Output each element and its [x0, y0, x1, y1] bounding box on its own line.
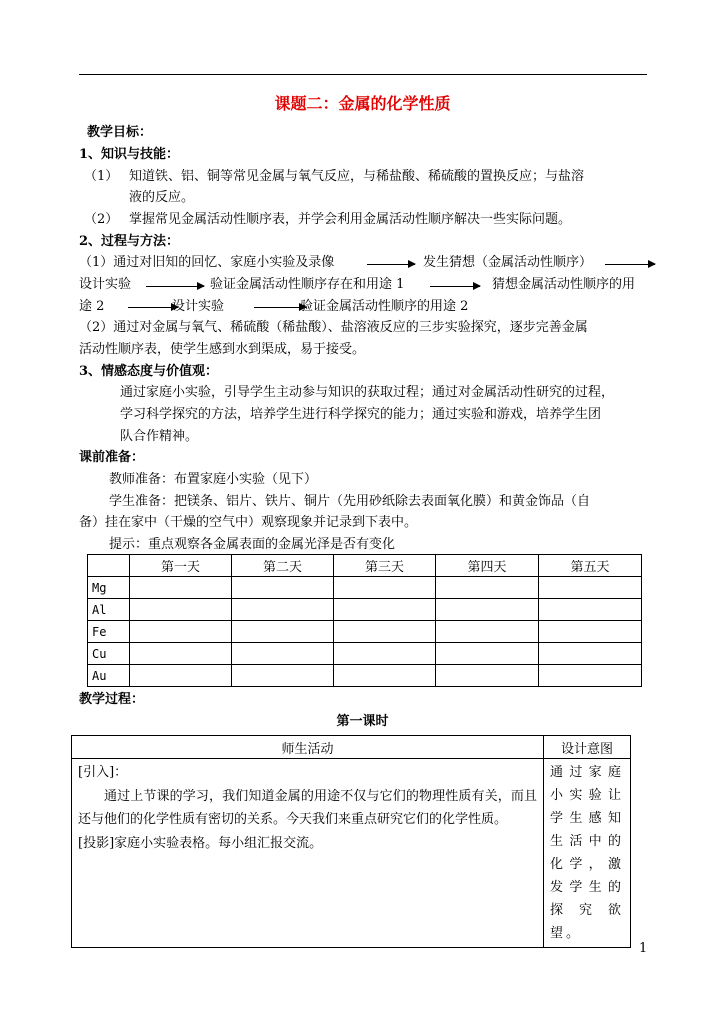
prep-teacher: 教师准备：布置家庭小实验（见下）	[109, 472, 318, 487]
s2-line3-part1: 途 2	[79, 299, 105, 314]
s2-line2-part1: 设计实验	[79, 277, 132, 292]
s3-line1: 通过家庭小实验，引导学生主动参与知识的获取过程；通过对金属活动性研究的过程，	[120, 385, 615, 400]
flow-arrow-5	[128, 307, 178, 308]
s2-line2-part2: 验证金属活动性顺序存在和用途 1	[210, 277, 405, 292]
table-cell	[436, 621, 539, 643]
header-cell-day4: 第四天	[436, 555, 539, 577]
table-cell	[334, 621, 436, 643]
table-cell	[130, 599, 232, 621]
header-cell-blank	[88, 555, 130, 577]
s2-line1-part1: （1）通过对旧知的回忆、家庭小实验及录像	[79, 255, 335, 270]
table-cell	[232, 665, 334, 687]
metal-label-fe: Fe	[88, 621, 130, 643]
table-row	[88, 599, 642, 621]
table-cell	[436, 599, 539, 621]
observation-header-row	[88, 555, 642, 577]
s1-item1-text: 知道铁、铝、铜等常见金属与氧气反应，与稀盐酸、稀硫酸的置换反应；与盐溶	[129, 169, 585, 184]
prep-student-cont: 备）挂在家中（干燥的空气中）观察现象并记录到下表中。	[79, 515, 418, 530]
activity-cell	[72, 759, 544, 948]
table-cell	[436, 665, 539, 687]
header-cell-day3: 第三天	[334, 555, 436, 577]
table-row	[88, 577, 642, 599]
s2-line1-part2: 发生猜想（金属活动性顺序）	[423, 255, 593, 270]
flow-arrow-1	[367, 264, 415, 265]
table-cell	[539, 665, 642, 687]
page-title: 课题二：金属的化学性质	[274, 94, 451, 113]
flow-arrow-6	[254, 307, 306, 308]
goals-heading: 教学目标：	[87, 125, 153, 140]
flow-arrow-2	[605, 264, 655, 265]
table-row	[88, 643, 642, 665]
table-row	[88, 665, 642, 687]
s2-line3-part3: 验证金属活动性顺序的用途 2	[300, 299, 469, 314]
s2-line4: （2）通过对金属与氧气、稀硫酸（稀盐酸）、盐溶液反应的三步实验探究，逐步完善金属	[79, 320, 588, 335]
header-rule	[79, 74, 647, 75]
projection-text: [投影]家庭小实验表格。每小组汇报交流。	[78, 835, 323, 851]
process-table	[71, 735, 631, 948]
s1-item2-number: （2）	[84, 212, 119, 227]
section-3-heading: 3、情感态度与价值观：	[79, 364, 219, 379]
table-cell	[232, 643, 334, 665]
table-cell	[232, 577, 334, 599]
table-cell	[232, 599, 334, 621]
table-cell	[436, 643, 539, 665]
section-1-heading: 1、知识与技能：	[79, 147, 180, 162]
s2-line5: 活动性顺序表，使学生感到水到渠成，易于接受。	[79, 342, 366, 357]
lesson-title: 第一课时	[336, 714, 389, 729]
table-cell	[130, 577, 232, 599]
table-cell	[539, 621, 642, 643]
metal-label-au: Au	[88, 665, 130, 687]
flow-arrow-4	[430, 286, 480, 287]
table-cell	[436, 577, 539, 599]
table-cell	[130, 643, 232, 665]
header-cell-day5: 第五天	[539, 555, 642, 577]
metal-label-mg: Mg	[88, 577, 130, 599]
s1-item1-number: （1）	[84, 169, 119, 184]
process-header-row	[72, 736, 631, 759]
table-cell	[334, 599, 436, 621]
table-cell	[334, 643, 436, 665]
process-row	[72, 759, 631, 948]
metal-label-cu: Cu	[88, 643, 130, 665]
table-cell	[130, 621, 232, 643]
table-cell	[539, 643, 642, 665]
intro-text: 通过上节课的学习，我们知道金属的用途不仅与它们的物理性质有关，而且还与他们的化学性质有密切的关系。今天我们来重点研究它们的化学性质。	[78, 788, 537, 827]
table-cell	[334, 577, 436, 599]
prep-heading: 课前准备：	[79, 450, 145, 465]
observation-table	[87, 554, 642, 687]
s1-item1-text-cont: 液的反应。	[129, 190, 195, 205]
table-cell	[539, 599, 642, 621]
section-2-heading: 2、过程与方法：	[79, 234, 180, 249]
metal-label-al: Al	[88, 599, 130, 621]
s1-item2-text: 掌握常见金属活动性顺序表，并学会利用金属活动性顺序解决一些实际问题。	[129, 212, 572, 227]
prep-hint: 提示：重点观察各金属表面的金属光泽是否有变化	[109, 537, 396, 552]
activity-column-header: 师生活动	[72, 736, 544, 759]
header-cell-day2: 第二天	[232, 555, 334, 577]
table-cell	[539, 577, 642, 599]
header-cell-day1: 第一天	[130, 555, 232, 577]
page-number: 1	[639, 941, 648, 956]
table-row	[88, 621, 642, 643]
s2-line2-part3: 猜想金属活动性顺序的用	[492, 277, 636, 292]
design-intent-text: 通过家庭小实验让学生感知生活中的化学，激发学生的探究欲望。	[550, 765, 624, 941]
intent-cell	[544, 759, 631, 948]
flow-arrow-3	[146, 286, 204, 287]
table-cell	[232, 621, 334, 643]
s3-line2: 学习科学探究的方法，培养学生进行科学探究的能力；通过实验和游戏，培养学生团	[120, 407, 602, 422]
process-heading: 教学过程：	[79, 692, 145, 707]
intent-column-header: 设计意图	[544, 736, 631, 759]
table-cell	[130, 665, 232, 687]
s3-line3: 队合作精神。	[120, 429, 199, 444]
intro-tag: [引入]：	[78, 765, 128, 780]
prep-student: 学生准备：把镁条、铝片、铁片、铜片（先用砂纸除去表面氧化膜）和黄金饰品（自	[109, 494, 591, 509]
s2-line3-part2: 设计实验	[172, 299, 225, 314]
table-cell	[334, 665, 436, 687]
